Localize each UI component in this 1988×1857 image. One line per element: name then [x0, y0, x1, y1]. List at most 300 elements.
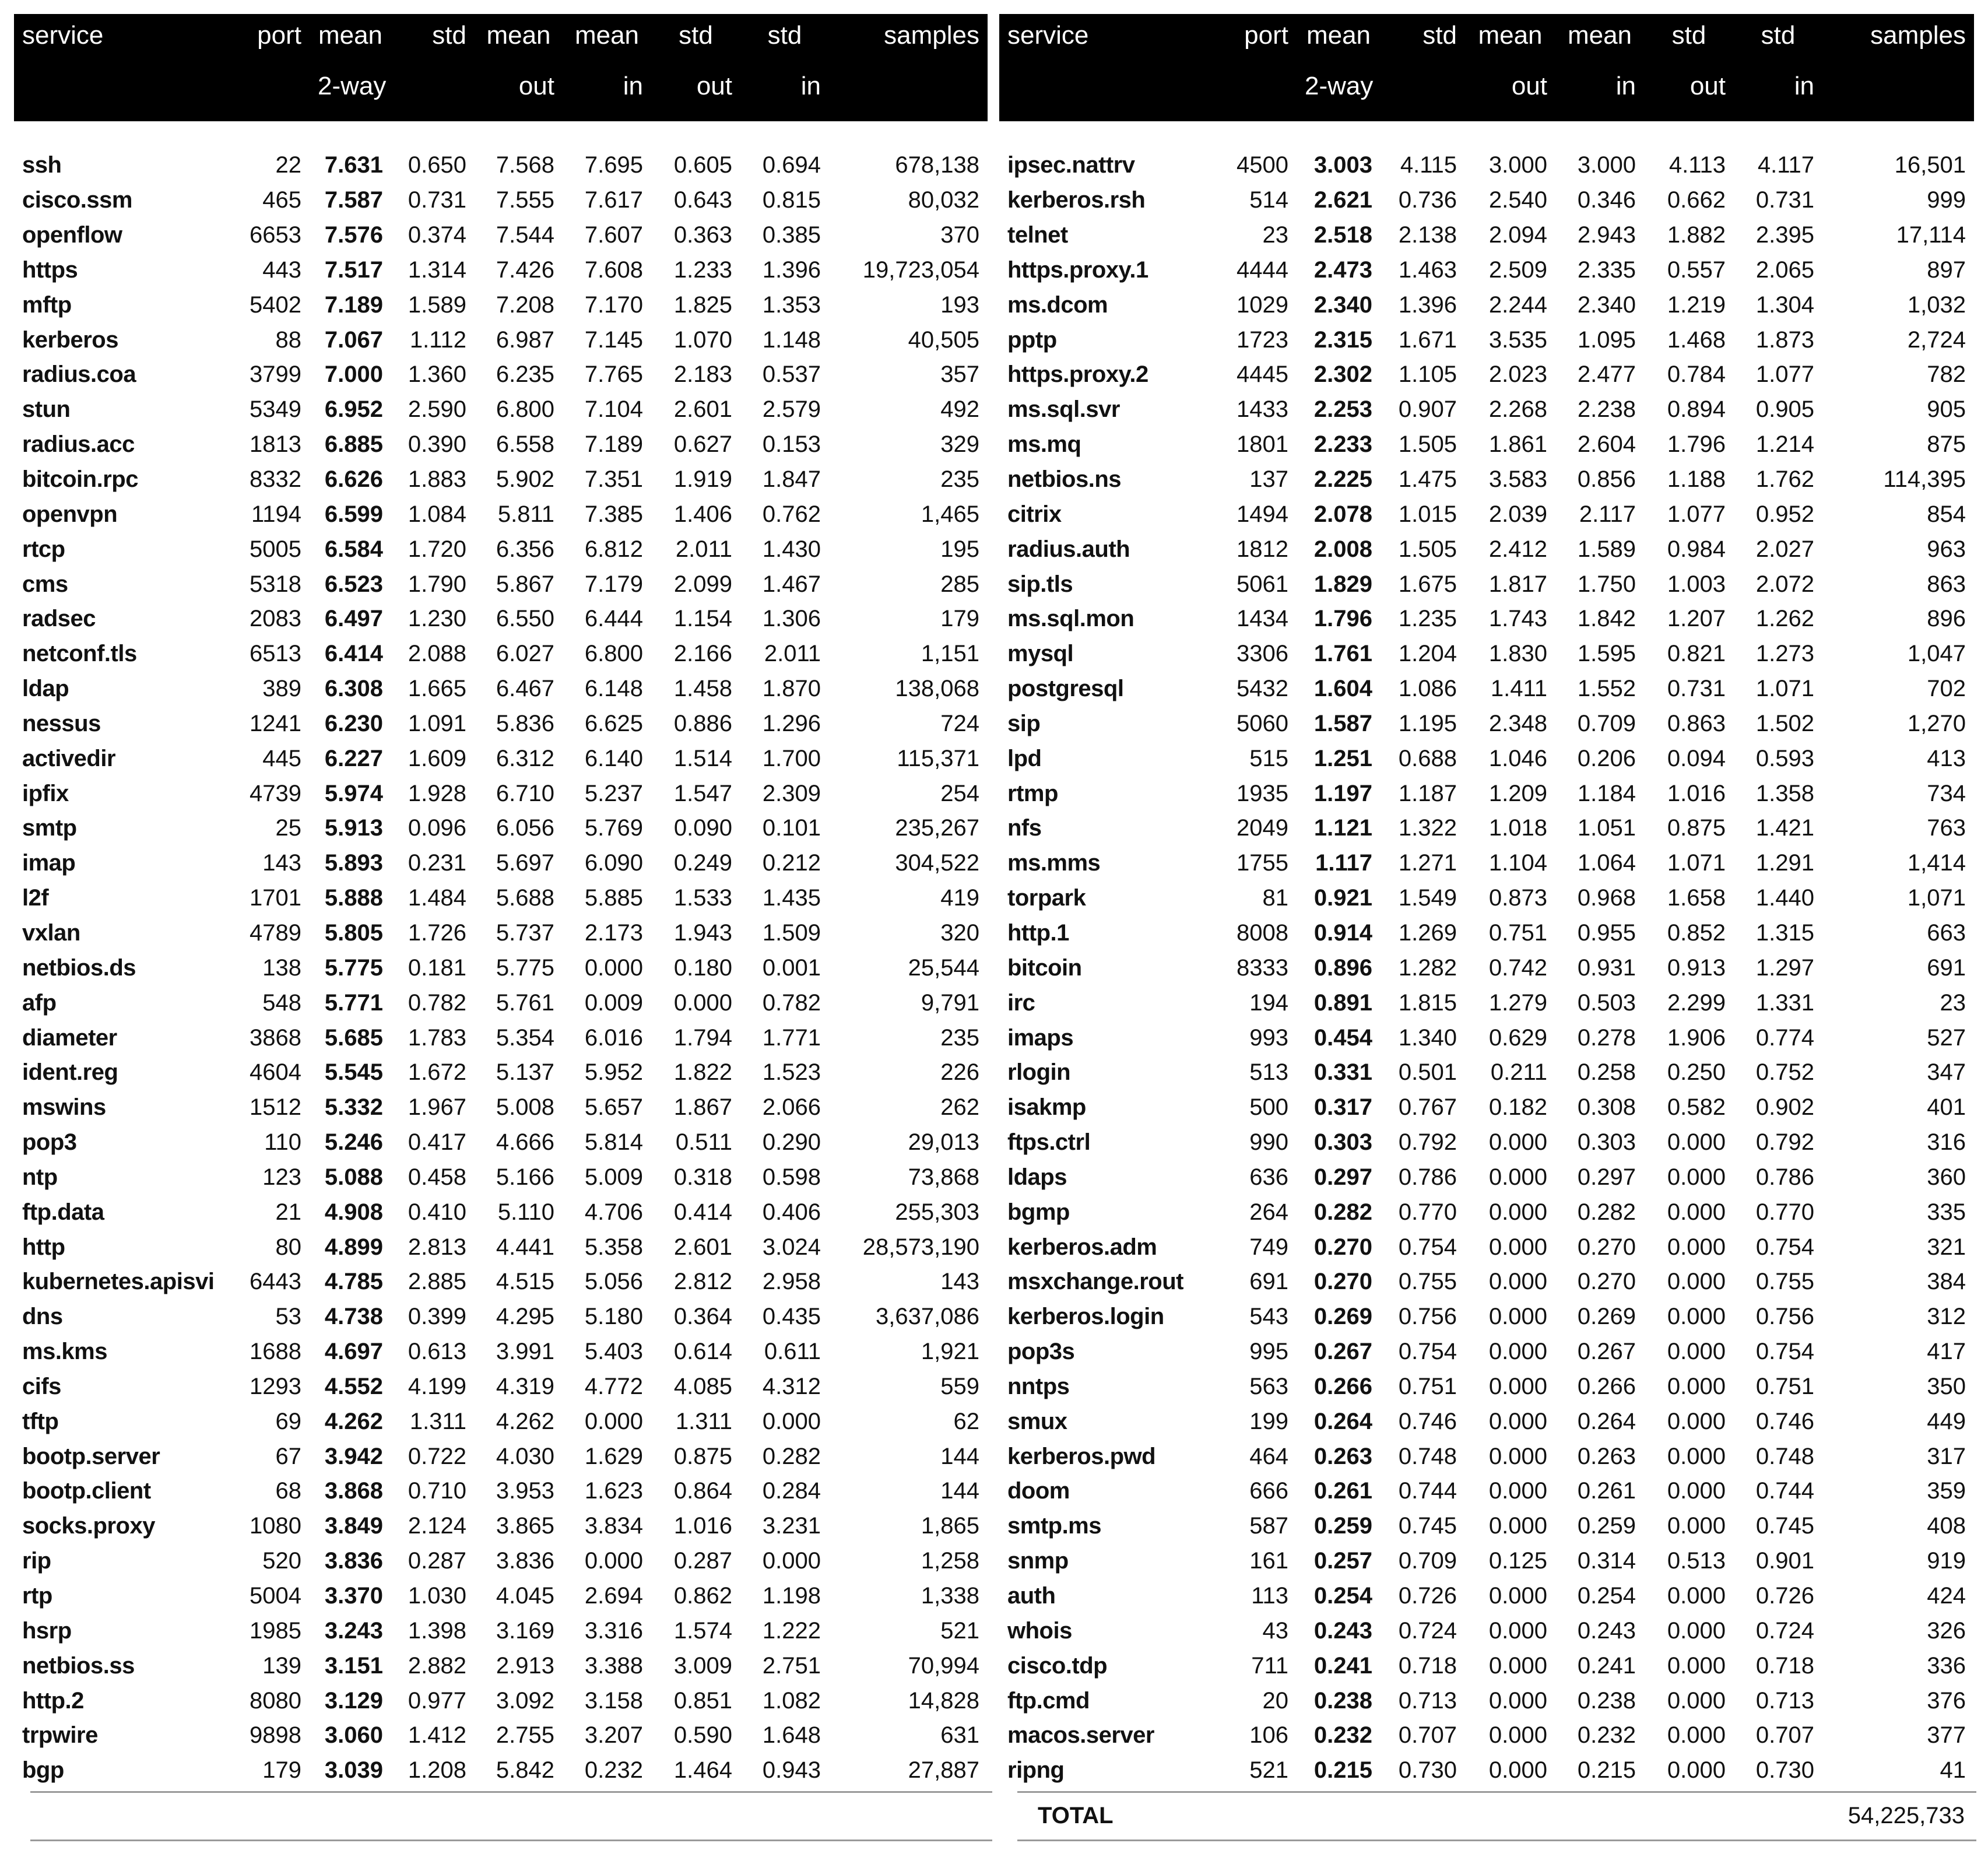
std-in-cell: 2.011 [764, 641, 821, 667]
std-in-cell: 0.707 [1755, 1722, 1814, 1749]
mean-in-cell: 2.335 [1577, 257, 1636, 283]
mean-in-cell: 0.282 [1577, 1199, 1636, 1225]
mean-2way-cell: 3.129 [324, 1687, 383, 1714]
port-cell: 68 [275, 1478, 301, 1504]
std-out-cell: 0.662 [1667, 187, 1726, 213]
table-row [14, 567, 988, 602]
port-cell: 8333 [1237, 954, 1288, 981]
samples-cell: 492 [940, 396, 979, 423]
table-row [999, 1300, 1974, 1335]
mean-2way-cell: 7.587 [324, 187, 383, 213]
mean-2way-cell: 0.921 [1313, 885, 1372, 911]
mean-out-cell: 2.094 [1488, 222, 1547, 248]
service-cell: stun [22, 396, 71, 423]
table-row [999, 322, 1974, 357]
std-cell: 1.084 [408, 501, 466, 527]
service-cell: telnet [1007, 222, 1068, 248]
right-bottom-rule-top [1017, 1791, 1976, 1793]
table-row [999, 567, 1974, 602]
table-row [999, 357, 1974, 392]
std-out-cell: 2.099 [673, 571, 732, 597]
mean-in-cell: 5.769 [584, 815, 643, 841]
service-cell: kerberos.adm [1007, 1234, 1157, 1260]
port-cell: 194 [1249, 989, 1288, 1016]
table-row [14, 1579, 988, 1614]
samples-cell: 19,723,054 [862, 257, 979, 283]
mean-2way-cell: 5.545 [324, 1059, 383, 1086]
std-out-cell: 1.154 [673, 606, 732, 632]
mean-in-cell: 7.608 [584, 257, 643, 283]
mean-in-cell: 2.238 [1577, 396, 1636, 423]
table-row [14, 811, 988, 846]
std-cell: 1.235 [1398, 606, 1457, 632]
std-out-cell: 1.406 [673, 501, 732, 527]
left-bottom-rule-bottom [30, 1840, 992, 1841]
samples-cell: 27,887 [908, 1757, 979, 1784]
samples-cell: 312 [1927, 1304, 1966, 1330]
mean-out-cell: 0.751 [1488, 919, 1547, 946]
std-cell: 1.484 [408, 885, 466, 911]
service-cell: citrix [1007, 501, 1062, 527]
port-cell: 6513 [250, 641, 301, 667]
mean-2way-cell: 5.775 [324, 954, 383, 981]
std-cell: 0.390 [408, 431, 466, 458]
mean-2way-cell: 3.849 [324, 1513, 383, 1539]
samples-cell: 417 [1927, 1339, 1966, 1365]
port-cell: 515 [1249, 745, 1288, 771]
mean-in-cell: 0.243 [1577, 1617, 1636, 1644]
std-out-cell: 3.009 [673, 1652, 732, 1679]
samples-cell: 321 [1927, 1234, 1966, 1260]
mean-2way-cell: 7.517 [324, 257, 383, 283]
table-row [999, 707, 1974, 742]
mean-out-cell: 4.030 [496, 1443, 554, 1469]
std-cell: 0.417 [408, 1129, 466, 1156]
std-cell: 0.722 [408, 1443, 466, 1469]
samples-cell: 370 [940, 222, 979, 248]
mean-2way-cell: 2.302 [1313, 361, 1372, 388]
table-row [999, 672, 1974, 707]
mean-2way-cell: 0.891 [1313, 989, 1372, 1016]
table-row [14, 881, 988, 916]
std-cell: 0.399 [408, 1304, 466, 1330]
samples-cell: 1,414 [1907, 850, 1966, 876]
table-row [14, 1544, 988, 1579]
table-row [14, 1683, 988, 1718]
std-cell: 0.745 [1398, 1513, 1457, 1539]
port-cell: 110 [264, 1129, 301, 1156]
mean-out-cell: 3.535 [1488, 327, 1547, 353]
std-in-cell: 0.755 [1755, 1269, 1814, 1295]
mean-out-cell: 0.125 [1488, 1548, 1547, 1574]
std-cell: 0.756 [1398, 1304, 1457, 1330]
std-in-cell: 1.771 [762, 1024, 821, 1051]
service-cell: ms.sql.svr [1007, 396, 1120, 423]
samples-cell: 262 [940, 1094, 979, 1121]
std-in-cell: 4.312 [762, 1373, 821, 1399]
std-cell: 0.718 [1398, 1652, 1457, 1679]
std-out-cell: 0.000 [1667, 1199, 1726, 1225]
service-cell: radsec [22, 606, 96, 632]
std-cell: 0.907 [1398, 396, 1457, 423]
service-cell: rtp [22, 1583, 52, 1609]
std-in-cell: 1.421 [1755, 815, 1814, 841]
service-cell: ms.kms [22, 1339, 107, 1365]
mean-2way-cell: 0.238 [1313, 1687, 1372, 1714]
port-cell: 8008 [1237, 919, 1288, 946]
table-row [14, 148, 988, 183]
mean-in-cell: 7.607 [584, 222, 643, 248]
std-out-cell: 0.363 [673, 222, 732, 248]
std-cell: 0.731 [408, 187, 466, 213]
header-mean-2way-bottom: 2-way [310, 65, 391, 121]
mean-out-cell: 3.000 [1488, 152, 1547, 178]
table-row [14, 183, 988, 218]
mean-in-cell: 0.232 [584, 1757, 643, 1784]
port-cell: 88 [275, 327, 301, 353]
mean-out-cell: 6.558 [496, 431, 554, 458]
std-cell: 1.475 [1398, 466, 1457, 493]
std-in-cell: 0.782 [762, 989, 821, 1016]
std-in-cell: 0.786 [1755, 1164, 1814, 1190]
samples-cell: 73,868 [908, 1164, 979, 1190]
table-row [14, 392, 988, 427]
port-cell: 443 [262, 257, 301, 283]
mean-out-cell: 6.235 [496, 361, 554, 388]
mean-out-cell: 3.865 [496, 1513, 554, 1539]
std-in-cell: 1.082 [762, 1687, 821, 1714]
std-out-cell: 0.000 [1667, 1478, 1726, 1504]
service-cell: http [22, 1234, 65, 1260]
port-cell: 1701 [250, 885, 301, 911]
table-row [999, 881, 1974, 916]
left-table-panel [14, 14, 988, 1788]
table-row [999, 916, 1974, 951]
samples-cell: 235,267 [895, 815, 979, 841]
port-cell: 1293 [250, 1373, 301, 1399]
table-row [999, 602, 1974, 637]
std-out-cell: 0.852 [1667, 919, 1726, 946]
std-cell: 0.977 [408, 1687, 466, 1714]
port-cell: 25 [275, 815, 301, 841]
samples-cell: 360 [1927, 1164, 1966, 1190]
mean-out-cell: 5.811 [497, 501, 554, 527]
mean-in-cell: 5.056 [584, 1269, 643, 1295]
service-cell: isakmp [1007, 1094, 1086, 1121]
table-row [999, 1370, 1974, 1405]
services-table-left [14, 14, 988, 1788]
std-cell: 0.707 [1398, 1722, 1457, 1749]
samples-cell: 9,791 [921, 989, 979, 1016]
std-out-cell: 4.085 [673, 1373, 732, 1399]
mean-2way-cell: 0.914 [1313, 919, 1372, 946]
port-cell: 3868 [250, 1024, 301, 1051]
std-cell: 1.790 [408, 571, 466, 597]
header-mean-out-bottom: out [1465, 65, 1555, 121]
port-cell: 711 [1251, 1652, 1288, 1679]
samples-cell: 527 [1927, 1024, 1966, 1051]
std-in-cell: 0.694 [762, 152, 821, 178]
table-row [999, 1125, 1974, 1160]
mean-out-cell: 1.411 [1490, 676, 1547, 702]
table-row [14, 1370, 988, 1405]
mean-2way-cell: 6.308 [324, 676, 383, 702]
std-cell: 0.748 [1398, 1443, 1457, 1469]
mean-2way-cell: 0.269 [1313, 1304, 1372, 1330]
mean-in-cell: 0.258 [1577, 1059, 1636, 1086]
samples-cell: 336 [1927, 1652, 1966, 1679]
mean-in-cell: 3.158 [584, 1687, 643, 1714]
std-in-cell: 3.231 [762, 1513, 821, 1539]
std-cell: 1.282 [1398, 954, 1457, 981]
table-row [999, 776, 1974, 811]
table-row [14, 1020, 988, 1055]
header-std-out-top: std [1644, 14, 1734, 65]
std-in-cell: 0.598 [762, 1164, 821, 1190]
mean-2way-cell: 0.243 [1313, 1617, 1372, 1644]
std-in-cell: 0.713 [1755, 1687, 1814, 1714]
samples-cell: 1,270 [1907, 710, 1966, 736]
std-in-cell: 1.502 [1755, 710, 1814, 736]
mean-in-cell: 0.346 [1577, 187, 1636, 213]
mean-out-cell: 5.137 [496, 1059, 554, 1086]
std-cell: 0.755 [1398, 1269, 1457, 1295]
std-in-cell: 1.198 [762, 1583, 821, 1609]
std-in-cell: 1.331 [1755, 989, 1814, 1016]
mean-in-cell: 4.772 [584, 1373, 643, 1399]
samples-cell: 919 [1927, 1548, 1966, 1574]
std-out-cell: 0.875 [673, 1443, 732, 1469]
port-cell: 5061 [1237, 571, 1288, 597]
std-in-cell: 1.273 [1755, 641, 1814, 667]
service-cell: tftp [22, 1408, 59, 1434]
mean-in-cell: 2.117 [1579, 501, 1636, 527]
table-row [14, 1335, 988, 1370]
mean-in-cell: 0.000 [584, 1548, 643, 1574]
samples-cell: 25,544 [908, 954, 979, 981]
mean-2way-cell: 2.253 [1313, 396, 1372, 423]
std-cell: 1.322 [1398, 815, 1457, 841]
std-out-cell: 0.886 [673, 710, 732, 736]
mean-in-cell: 7.765 [584, 361, 643, 388]
port-cell: 514 [1249, 187, 1288, 213]
std-in-cell: 1.353 [762, 292, 821, 318]
samples-cell: 896 [1927, 606, 1966, 632]
service-cell: nfs [1007, 815, 1042, 841]
mean-2way-cell: 0.266 [1313, 1373, 1372, 1399]
header-mean-2way-top: mean [1297, 14, 1381, 65]
mean-2way-cell: 1.251 [1313, 745, 1372, 771]
port-cell: 1812 [1237, 536, 1288, 562]
service-cell: imaps [1007, 1024, 1074, 1051]
mean-2way-cell: 3.868 [324, 1478, 383, 1504]
samples-cell: 255,303 [895, 1199, 979, 1225]
std-out-cell: 1.233 [673, 257, 732, 283]
table-row [14, 287, 988, 322]
mean-2way-cell: 1.197 [1313, 780, 1372, 806]
samples-cell: 317 [1927, 1443, 1966, 1469]
table-row [999, 1195, 1974, 1230]
samples-cell: 329 [940, 431, 979, 458]
std-cell: 2.882 [408, 1652, 466, 1679]
mean-2way-cell: 6.227 [324, 745, 383, 771]
total-value: 54,225,733 [1847, 1803, 1965, 1828]
mean-out-cell: 1.104 [1488, 850, 1547, 876]
table-row [14, 1230, 988, 1265]
table-row [14, 1439, 988, 1474]
mean-2way-cell: 5.913 [324, 815, 383, 841]
service-cell: https.proxy.1 [1007, 257, 1148, 283]
mean-in-cell: 1.750 [1577, 571, 1636, 597]
service-cell: vxlan [22, 919, 80, 946]
mean-in-cell: 1.842 [1577, 606, 1636, 632]
std-cell: 1.271 [1398, 850, 1457, 876]
samples-cell: 1,465 [921, 501, 979, 527]
mean-out-cell: 0.000 [1488, 1583, 1547, 1609]
std-in-cell: 0.385 [762, 222, 821, 248]
samples-cell: 70,994 [908, 1652, 979, 1679]
std-out-cell: 0.414 [673, 1199, 732, 1225]
std-out-cell: 0.000 [1667, 1722, 1726, 1749]
std-out-cell: 0.000 [1667, 1373, 1726, 1399]
mean-in-cell: 7.695 [584, 152, 643, 178]
std-cell: 0.458 [408, 1164, 466, 1190]
mean-in-cell: 0.503 [1577, 989, 1636, 1016]
port-cell: 5402 [250, 292, 301, 318]
std-out-cell: 1.188 [1667, 466, 1726, 493]
std-in-cell: 1.440 [1755, 885, 1814, 911]
std-out-cell: 0.894 [1667, 396, 1726, 423]
samples-cell: 631 [940, 1722, 979, 1749]
mean-in-cell: 0.278 [1577, 1024, 1636, 1051]
samples-cell: 28,573,190 [862, 1234, 979, 1260]
std-cell: 2.088 [408, 641, 466, 667]
mean-in-cell: 0.259 [1577, 1513, 1636, 1539]
mean-2way-cell: 3.151 [324, 1652, 383, 1679]
port-cell: 5432 [1237, 676, 1288, 702]
header-port: port [1224, 14, 1297, 65]
header-std-out-bottom: out [651, 65, 740, 121]
std-cell: 0.650 [408, 152, 466, 178]
std-out-cell: 1.574 [673, 1617, 732, 1644]
std-in-cell: 1.467 [762, 571, 821, 597]
mean-2way-cell: 0.303 [1313, 1129, 1372, 1156]
std-in-cell: 0.943 [762, 1757, 821, 1784]
table-header-right [999, 14, 1974, 121]
service-cell: bootp.server [22, 1443, 160, 1469]
mean-in-cell: 0.263 [1577, 1443, 1636, 1469]
samples-cell: 384 [1927, 1269, 1966, 1295]
std-cell: 0.688 [1398, 745, 1457, 771]
mean-out-cell: 0.000 [1488, 1652, 1547, 1679]
samples-cell: 254 [940, 780, 979, 806]
std-in-cell: 0.731 [1755, 187, 1814, 213]
std-cell: 0.726 [1398, 1583, 1457, 1609]
table-row [999, 532, 1974, 567]
port-cell: 22 [275, 152, 301, 178]
port-cell: 5349 [250, 396, 301, 423]
std-out-cell: 0.000 [1667, 1304, 1726, 1330]
port-cell: 23 [1262, 222, 1288, 248]
mean-out-cell: 0.000 [1488, 1234, 1547, 1260]
samples-cell: 854 [1927, 501, 1966, 527]
std-out-cell: 0.864 [673, 1478, 732, 1504]
header-std: std [391, 14, 475, 65]
port-cell: 666 [1249, 1478, 1288, 1504]
mean-in-cell: 5.952 [584, 1059, 643, 1086]
mean-2way-cell: 1.121 [1313, 815, 1372, 841]
samples-cell: 304,522 [895, 850, 979, 876]
table-row [999, 462, 1974, 497]
service-cell: smux [1007, 1408, 1067, 1434]
std-cell: 0.710 [408, 1478, 466, 1504]
mean-out-cell: 7.544 [496, 222, 554, 248]
std-cell: 1.195 [1398, 710, 1457, 736]
service-cell: ms.dcom [1007, 292, 1108, 318]
port-cell: 20 [1262, 1687, 1288, 1714]
mean-in-cell: 0.314 [1577, 1548, 1636, 1574]
std-cell: 1.187 [1398, 780, 1457, 806]
mean-out-cell: 5.008 [496, 1094, 554, 1121]
std-in-cell: 0.611 [764, 1339, 821, 1365]
std-out-cell: 0.000 [1667, 1164, 1726, 1190]
std-out-cell: 1.919 [673, 466, 732, 493]
mean-2way-cell: 3.039 [324, 1757, 383, 1784]
mean-2way-cell: 0.259 [1313, 1513, 1372, 1539]
std-cell: 0.782 [408, 989, 466, 1016]
std-out-cell: 0.000 [1667, 1339, 1726, 1365]
mean-out-cell: 5.842 [496, 1757, 554, 1784]
service-cell: mftp [22, 292, 72, 318]
mean-2way-cell: 2.473 [1313, 257, 1372, 283]
mean-out-cell: 0.182 [1488, 1094, 1547, 1121]
mean-in-cell: 1.064 [1577, 850, 1636, 876]
samples-cell: 424 [1927, 1583, 1966, 1609]
mean-out-cell: 0.629 [1488, 1024, 1547, 1051]
samples-cell: 41 [1940, 1757, 1966, 1784]
port-cell: 543 [1249, 1304, 1288, 1330]
mean-2way-cell: 3.243 [324, 1617, 383, 1644]
service-cell: activedir [22, 745, 116, 771]
table-row [14, 1160, 988, 1195]
header-mean-in-bottom: in [1555, 65, 1644, 121]
std-in-cell: 2.395 [1755, 222, 1814, 248]
mean-out-cell: 1.209 [1488, 780, 1547, 806]
header-mean-2way-top: mean [310, 14, 391, 65]
std-in-cell: 1.071 [1755, 676, 1814, 702]
std-in-cell: 0.746 [1755, 1408, 1814, 1434]
port-cell: 53 [275, 1304, 301, 1330]
samples-cell: 144 [940, 1478, 979, 1504]
std-cell: 0.770 [1398, 1199, 1457, 1225]
service-cell: netbios.ns [1007, 466, 1122, 493]
std-out-cell: 2.183 [673, 361, 732, 388]
std-out-cell: 1.016 [673, 1513, 732, 1539]
mean-in-cell: 0.955 [1577, 919, 1636, 946]
mean-out-cell: 0.211 [1490, 1059, 1547, 1086]
table-body-left [14, 121, 988, 1788]
service-cell: kerberos.login [1007, 1304, 1164, 1330]
std-cell: 0.767 [1398, 1094, 1457, 1121]
port-cell: 1985 [250, 1617, 301, 1644]
mean-in-cell: 1.051 [1577, 815, 1636, 841]
std-cell: 0.287 [408, 1548, 466, 1574]
port-cell: 43 [1262, 1617, 1288, 1644]
port-cell: 563 [1249, 1373, 1288, 1399]
std-cell: 1.360 [408, 361, 466, 388]
mean-out-cell: 1.046 [1488, 745, 1547, 771]
mean-2way-cell: 0.454 [1313, 1024, 1372, 1051]
